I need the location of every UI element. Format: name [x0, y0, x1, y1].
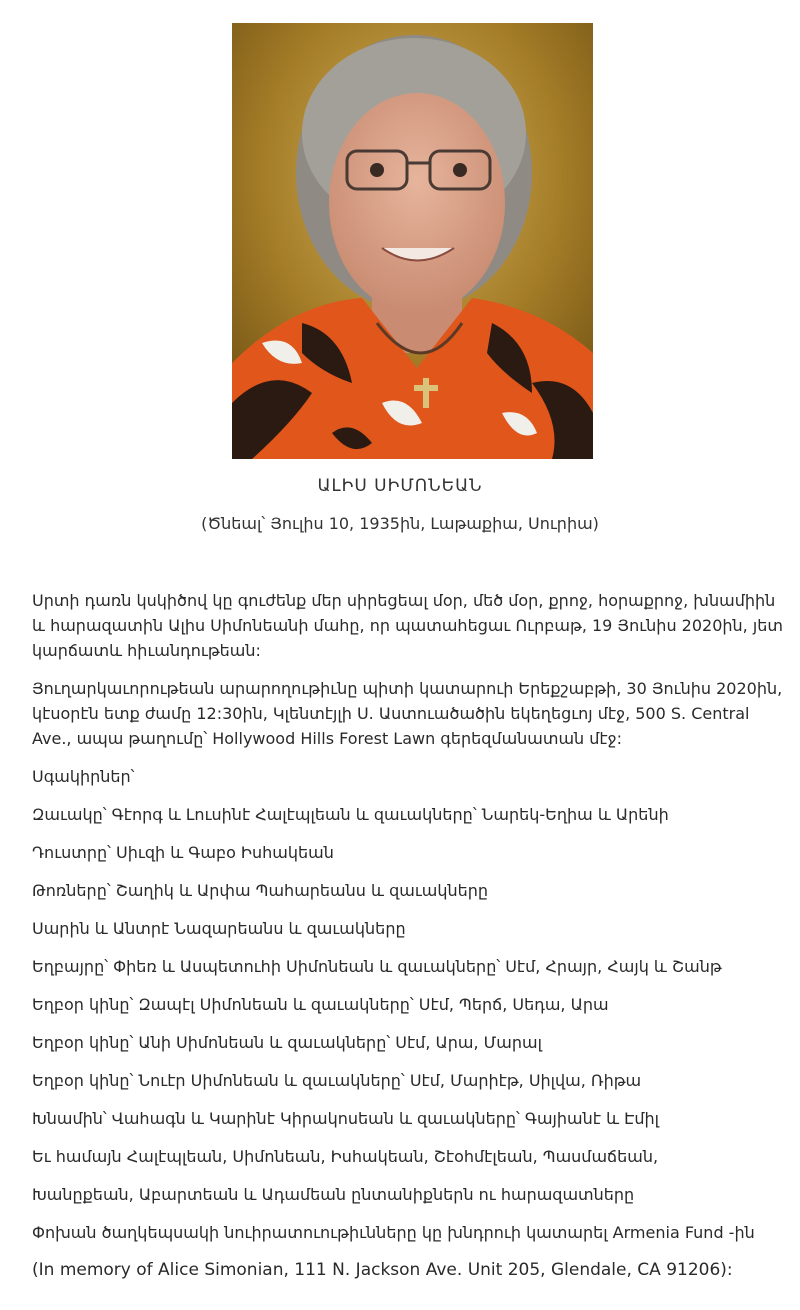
birth-info: (Ծնեալ՝ Յուլիս 10, 1935ին, Լաթաքիա, Սուրիա) [201, 514, 599, 533]
announcement-paragraph: Սրտի դառն կսկիծով կը գուժենք մեր սիրեցեալ մօր, մեծ մօր, քրոջ, հօրաքրոջ, խնամիին և հարազատին Ալիս Սիմոնեանի մահը, որ պատահեցաւ Ուրբաթ, 19 Յունիս 2020ին, յետ կարճատև հիւանդութեան: [32, 591, 783, 660]
address-line: (In memory of Alice Simonian, 111 N. Jackson Ave. Unit 205, Glendale, CA 91206): [32, 1260, 733, 1280]
obituary-body [32, 588, 792, 1296]
mourner-line: Եղբօր կինը՝ Նուէր Սիմոնեան և զաւակները՝ Սէմ, Մարիէթ, Սիլվա, Ռիթա [32, 1071, 642, 1090]
mourner-line: Սարին և Անտրէ Նազարեանս և զաւակները [32, 919, 406, 938]
mourner-line: Եղբօր կինը՝ Անի Սիմոնեան և զաւակները՝ Սէմ, Արա, Մարալ [32, 1033, 542, 1052]
mourner-line: Դուստրը՝ Սիւզի և Գաբօ Իսհակեան [32, 843, 334, 862]
mourner-line: Խանըքեան, Աբարտեան և Ադամեան ընտանիքներն ու հարազատները [32, 1185, 635, 1204]
portrait-image [232, 23, 593, 459]
mourners-title: Սգակիրներ՝ [32, 767, 135, 786]
mourner-line: Եղբայրը՝ Փիեռ և Ասպետուհի Սիմոնեան և զաւակները՝ Սէմ, Հրայր, Հայկ և Շանթ [32, 957, 722, 976]
deceased-name: ԱԼԻՍ ՍԻՄՈՆԵԱՆ [317, 476, 483, 496]
mourner-line: Թոռները՝ Շաղիկ և Արփա Պահարեանս և զաւակները [32, 881, 489, 900]
portrait-photo [232, 23, 593, 459]
funeral-paragraph: Յուղարկաւորութեան արարողութիւնը պիտի կատարուի Երեքշաբթի, 30 Յունիս 2020ին, կէսօրէն ետք ժամը 12:30ին, Կլենտէյլի Ս. Աստուածածին եկեղեցւոյ մէջ, 500 S. Central Ave., ապա թաղումը՝ Hollywood Hills Forest Lawn գերեզմանատան մէջ: [32, 679, 783, 748]
mourner-line: Եղբօր կինը՝ Զապէլ Սիմոնեան և զաւակները՝ Սէմ, Պերճ, Սեդա, Արա [32, 995, 609, 1014]
mourner-line: Զաւակը՝ Գէորգ և Լուսինէ Հալէպլեան և զաւակները՝ Նարեկ-Եղիա և Արենի [32, 805, 669, 824]
mourner-line: Եւ համայն Հալէպլեան, Սիմոնեան, Իսհակեան, Շէօհմէլեան, Պասմաճեան, [32, 1147, 659, 1166]
donation-line: Փոխան ծաղկեպսակի նուիրատուութիւնները կը խնդրուի կատարել Armenia Fund -ին [32, 1223, 755, 1242]
mourner-line: Խնամին՝ Վահագն և Կարինէ Կիրակոսեան և զաւակները՝ Գայիանէ և Էմիլ [32, 1109, 660, 1128]
